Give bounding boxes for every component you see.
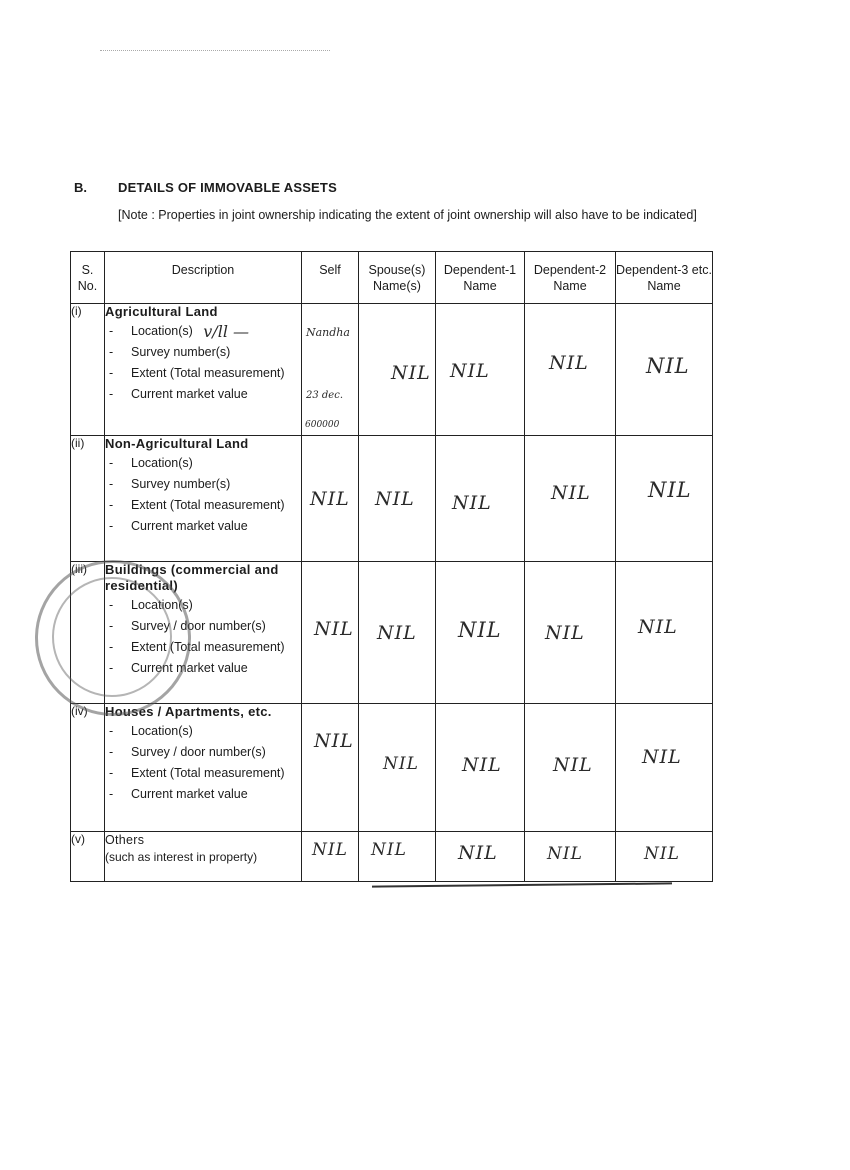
cell-dependent-3 bbox=[616, 562, 713, 704]
row-item: - Current market value bbox=[109, 661, 248, 675]
cell-dependent-3 bbox=[616, 304, 713, 436]
table-header-row bbox=[71, 252, 713, 304]
row-description bbox=[105, 704, 302, 832]
row-item: - Extent (Total measurement) bbox=[109, 640, 285, 654]
handwritten-nil: NIL bbox=[551, 482, 591, 504]
handwritten-nil: NIL bbox=[450, 360, 490, 382]
handwritten-nil: NIL bbox=[375, 488, 415, 510]
row-description bbox=[105, 304, 302, 436]
cell-dependent-2 bbox=[525, 704, 616, 832]
handwritten-nil: NIL bbox=[312, 840, 348, 860]
handwritten-nil: NIL bbox=[371, 840, 407, 860]
row-sno: (i) bbox=[71, 304, 105, 436]
handwritten-nil: NIL bbox=[638, 616, 678, 638]
row-item: - Location(s) bbox=[109, 456, 193, 470]
row-item: - Location(s) bbox=[109, 598, 193, 612]
section-title: DETAILS OF IMMOVABLE ASSETS bbox=[118, 180, 337, 195]
cell-dependent-2 bbox=[525, 304, 616, 436]
row-item: - Extent (Total measurement) bbox=[109, 498, 285, 512]
section-note: [Note : Properties in joint ownership indicating the extent of joint ownership will also have to be indicated] bbox=[118, 208, 697, 222]
cell-dependent-2 bbox=[525, 832, 616, 882]
cell-spouse bbox=[359, 832, 436, 882]
handwritten-nil: NIL bbox=[545, 622, 585, 644]
cell-dependent-3 bbox=[616, 436, 713, 562]
handwritten-nil: NIL bbox=[642, 746, 682, 768]
row-item: - Current market value bbox=[109, 787, 248, 801]
row-item: - Survey number(s) bbox=[109, 477, 231, 491]
cell-spouse bbox=[359, 704, 436, 832]
cell-dependent-3 bbox=[616, 832, 713, 882]
row-item: - Extent (Total measurement) bbox=[109, 766, 285, 780]
cell-self bbox=[302, 562, 359, 704]
table-row bbox=[71, 304, 713, 436]
row-sno: (iv) bbox=[71, 704, 105, 832]
handwritten-nil: NIL bbox=[314, 730, 354, 752]
cell-spouse bbox=[359, 436, 436, 562]
row-item: - Extent (Total measurement) bbox=[109, 366, 285, 380]
header-dependent-3: Dependent-3 etc. Name bbox=[616, 252, 713, 304]
cell-dependent-2 bbox=[525, 562, 616, 704]
handwritten-nil: NIL bbox=[391, 362, 431, 384]
handwritten-nil: NIL bbox=[553, 754, 593, 776]
cell-dependent-1 bbox=[436, 832, 525, 882]
row-sno: (ii) bbox=[71, 436, 105, 562]
signature-line bbox=[372, 882, 672, 887]
handwritten-self-extent: 23 dec. bbox=[306, 390, 344, 401]
cell-dependent-3 bbox=[616, 704, 713, 832]
header-dependent-1: Dependent-1 Name bbox=[436, 252, 525, 304]
handwritten-nil: NIL bbox=[462, 754, 502, 776]
cell-spouse bbox=[359, 562, 436, 704]
cell-spouse bbox=[359, 304, 436, 436]
row-sno: (iii) bbox=[71, 562, 105, 704]
cell-dependent-1 bbox=[436, 436, 525, 562]
row-category: Non-Agricultural Land bbox=[105, 436, 249, 451]
row-item: - Survey / door number(s) bbox=[109, 619, 266, 633]
header-sno: S. No. bbox=[71, 252, 105, 304]
section-letter: B. bbox=[74, 180, 87, 195]
header-spouse: Spouse(s) Name(s) bbox=[359, 252, 436, 304]
cell-dependent-1 bbox=[436, 562, 525, 704]
row-category: Others bbox=[105, 833, 145, 847]
cell-self bbox=[302, 704, 359, 832]
table-row bbox=[71, 832, 713, 882]
table-row bbox=[71, 704, 713, 832]
row-category: Buildings (commercial and residential) bbox=[105, 562, 279, 593]
row-sno: (v) bbox=[71, 832, 105, 882]
row-item: - Current market value bbox=[109, 519, 248, 533]
row-subtitle: (such as interest in property) bbox=[105, 850, 258, 864]
row-item: - Survey number(s) bbox=[109, 345, 231, 359]
row-category: Houses / Apartments, etc. bbox=[105, 704, 272, 719]
handwritten-self-location: Nandha bbox=[306, 326, 350, 339]
handwritten-location-note: v/ll — bbox=[203, 322, 250, 341]
handwritten-nil: NIL bbox=[452, 492, 492, 514]
row-description bbox=[105, 436, 302, 562]
cell-self bbox=[302, 436, 359, 562]
header-dependent-2: Dependent-2 Name bbox=[525, 252, 616, 304]
cell-dependent-1 bbox=[436, 304, 525, 436]
header-description: Description bbox=[105, 252, 302, 304]
handwritten-nil: NIL bbox=[314, 618, 354, 640]
cell-self bbox=[302, 832, 359, 882]
handwritten-self-value: 600000 bbox=[305, 420, 340, 430]
handwritten-nil: NIL bbox=[458, 842, 498, 864]
handwritten-nil: NIL bbox=[547, 844, 583, 864]
header-self: Self bbox=[302, 252, 359, 304]
handwritten-nil: NIL bbox=[648, 478, 692, 502]
cell-self bbox=[302, 304, 359, 436]
row-description bbox=[105, 832, 302, 882]
cell-dependent-2 bbox=[525, 436, 616, 562]
table-row bbox=[71, 436, 713, 562]
handwritten-nil: NIL bbox=[549, 352, 589, 374]
row-item: - Current market value bbox=[109, 387, 248, 401]
row-item: - Survey / door number(s) bbox=[109, 745, 266, 759]
cell-dependent-1 bbox=[436, 704, 525, 832]
handwritten-nil: NIL bbox=[644, 844, 680, 864]
handwritten-nil: NIL bbox=[383, 754, 419, 774]
handwritten-nil: NIL bbox=[310, 488, 350, 510]
row-item: - Location(s) v/ll — bbox=[109, 322, 250, 341]
handwritten-nil: NIL bbox=[458, 618, 502, 642]
row-category: Agricultural Land bbox=[105, 304, 218, 319]
notary-stamp bbox=[35, 560, 191, 716]
row-item: - Location(s) bbox=[109, 724, 193, 738]
handwritten-nil: NIL bbox=[377, 622, 417, 644]
handwritten-nil: NIL bbox=[646, 354, 690, 378]
immovable-assets-table bbox=[70, 251, 713, 882]
scan-artifact-line bbox=[100, 50, 330, 51]
